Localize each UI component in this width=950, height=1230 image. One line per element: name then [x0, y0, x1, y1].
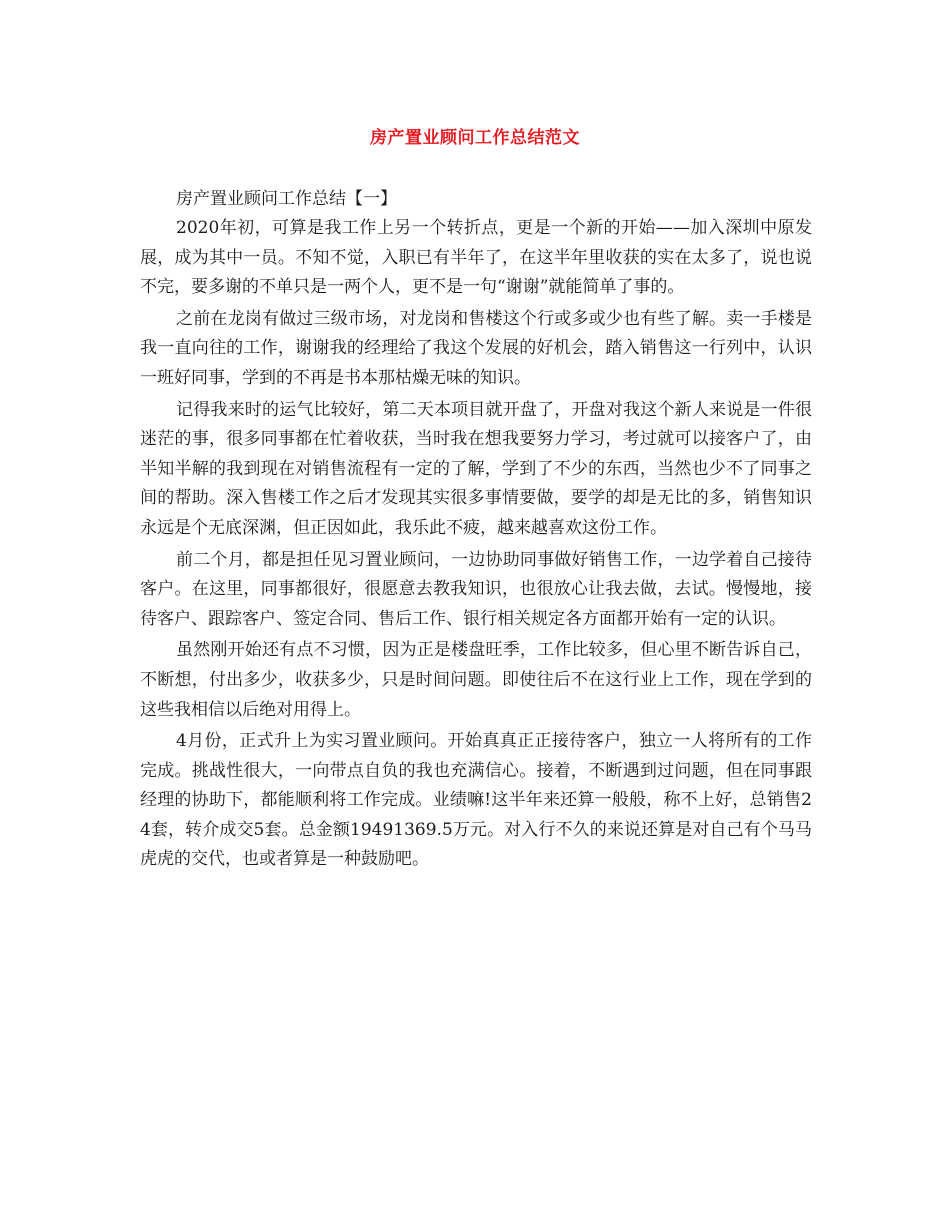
paragraph: 4月份，正式升上为实习置业顾问。开始真真正正接待客户，独立一人将所有的工作完成。挑战性很大，一向带点自负的我也充满信心。接着，不断遇到过问题，但在同事跟经理的协助下，都能顺利将工作完成。业绩嘛!这半年来还算一般般，称不上好，总销售24套，转介成交5套。总金额19491369.5万元。对入行不久的来说还算是对自己有个马马虎虎的交代，也或者算是一种鼓励吧。: [140, 731, 812, 870]
document-body: [140, 184, 812, 877]
document-title: 房产置业顾问工作总结范文: [370, 128, 580, 148]
section-heading: 房产置业顾问工作总结【一】: [176, 189, 397, 209]
paragraph: 虽然刚开始还有点不习惯，因为正是楼盘旺季，工作比较多，但心里不断告诉自己，不断想，付出多少，收获多少，只是时间问题。即使往后不在这行业上工作，现在学到的这些我相信以后绝对用得上。: [140, 640, 812, 720]
paragraph: 前二个月，都是担任见习置业顾问，一边协助同事做好销售工作，一边学着自己接待客户。在这里，同事都很好，很愿意去教我知识，也很放心让我去做，去试。慢慢地，接待客户、跟踪客户、签定合同、售后工作、银行相关规定各方面都开始有一定的认识。: [140, 549, 812, 629]
paragraph: 记得我来时的运气比较好，第二天本项目就开盘了，开盘对我这个新人来说是一件很迷茫的事，很多同事都在忙着收获，当时我在想我要努力学习，考过就可以接客户了，由半知半解的我到现在对销售流程有一定的了解，学到了不少的东西，当然也少不了同事之间的帮助。深入售楼工作之后才发现其实很多事情要做，要学的却是无比的多，销售知识永远是个无底深渊，但正因如此，我乐此不疲，越来越喜欢这份工作。: [140, 399, 812, 538]
paragraph: 2020年初，可算是我工作上另一个转折点，更是一个新的开始——加入深圳中原发展，成为其中一员。不知不觉，入职已有半年了，在这半年里收获的实在太多了，说也说不完，要多谢的不单只是一两个人，更不是一句“谢谢”就能简单了事的。: [140, 218, 812, 298]
paragraph: 之前在龙岗有做过三级市场，对龙岗和售楼这个行或多或少也有些了解。卖一手楼是我一直向往的工作，谢谢我的经理给了我这个发展的好机会，踏入销售这一行列中，认识一班好同事，学到的不再是书本那枯燥无味的知识。: [140, 308, 812, 388]
